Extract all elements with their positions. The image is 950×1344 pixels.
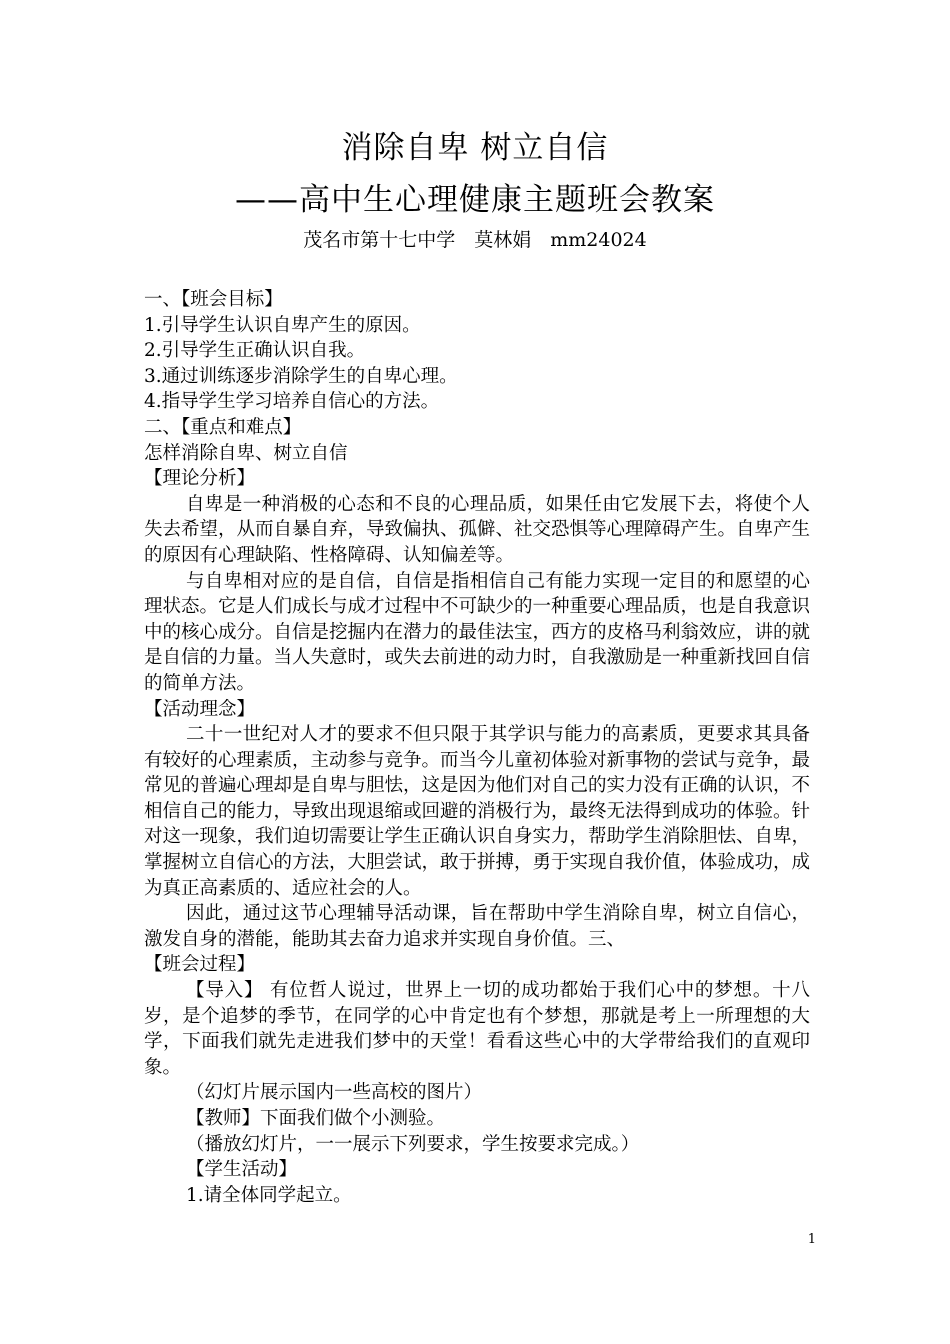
section-heading-theory: 【理论分析】 (144, 468, 256, 490)
section-heading-process: 【班会过程】 (144, 954, 256, 976)
goal-item: 4.指导学生学习培养自信心的方法。 (144, 391, 440, 413)
key-points-text: 怎样消除自卑、树立自信 (144, 442, 348, 464)
intro-paragraph: 【导入】 有位哲人说过，世界上一切的成功都始于我们心中的梦想。十八岁，是个追梦的季节，在同学的心中肯定也有个梦想，那就是考上一所理想的大学，下面我们就先走进我们梦中的天堂！看看这些心中的大学带给我们的直观印象。 (144, 980, 810, 1078)
document-title: 消除自卑 树立自信 (341, 130, 609, 166)
section-heading-concept: 【活动理念】 (144, 698, 256, 720)
goal-item: 3.通过训练逐步消除学生的自卑心理。 (144, 365, 458, 387)
concept-paragraph: 二十一世纪对人才的要求不但只限于其学识与能力的高素质，更要求其具备有较好的心理素质，主动参与竞争。而当今儿童初体验对新事物的尝试与竞争，最常见的普遍心理却是自卑与胆怯，这是因为他们对自己的实力没有正确的认识，不相信自己的能力，导致出现退缩或回避的消极行为，最终无法得到成功的体验。针对这一现象，我们迫切需要让学生正确认识自身实力，帮助学生消除胆怯、自卑，掌握树立自信心的方法，大胆尝试，敢于拼搏，勇于实现自我价值，体验成功，成为真正高素质的、适应社会的人。 (144, 724, 811, 899)
document-body (144, 287, 810, 1208)
theory-paragraph: 与自卑相对应的是自信，自信是指相信自己有能力实现一定目的和愿望的心理状态。它是人们成长与成才过程中不可缺少的一种重要心理品质，也是自我意识中的核心成分。自信是挖掘内在潜力的最佳法宝，西方的皮格马利翁效应，讲的就是自信的力量。当人失意时，或失去前进的动力时，自我激励是一种重新找回自信的简单方法。 (144, 570, 811, 694)
teacher-line: 【教师】下面我们做个小测验。 (186, 1108, 446, 1129)
page-number: 1 (807, 1232, 816, 1247)
section-heading-goals: 一、【班会目标】 (144, 289, 283, 310)
document-subtitle: ——高中生心理健康主题班会教案 (235, 182, 715, 218)
concept-paragraph: 因此，通过这节心理辅导活动课，旨在帮助中学生消除自卑，树立自信心，激发自身的潜能，能助其去奋力追求并实现自身价值。三、 (144, 903, 810, 950)
slide-note: （幻灯片展示国内一些高校的图片） (186, 1082, 483, 1104)
goal-item: 1.引导学生认识自卑产生的原因。 (144, 314, 421, 336)
slide-note-2: （播放幻灯片，一一展示下列要求，学生按要求完成。） (186, 1133, 640, 1155)
author-line: 茂名市第十七中学 莫林娟 mm24024 (303, 229, 647, 251)
theory-paragraph: 自卑是一种消极的心态和不良的心理品质，如果任由它发展下去，将使个人失去希望，从而自暴自弃，导致偏执、孤僻、社交恐惧等心理障碍产生。自卑产生的原因有心理缺陷、性格障碍、认知偏差等。 (144, 493, 811, 566)
goal-item: 2.引导学生正确认识自我。 (144, 340, 366, 362)
student-activity-heading: 【学生活动】 (186, 1159, 298, 1181)
section-heading-key-points: 二、【重点和难点】 (144, 416, 302, 438)
student-activity-item: 1.请全体同学起立。 (186, 1184, 352, 1206)
